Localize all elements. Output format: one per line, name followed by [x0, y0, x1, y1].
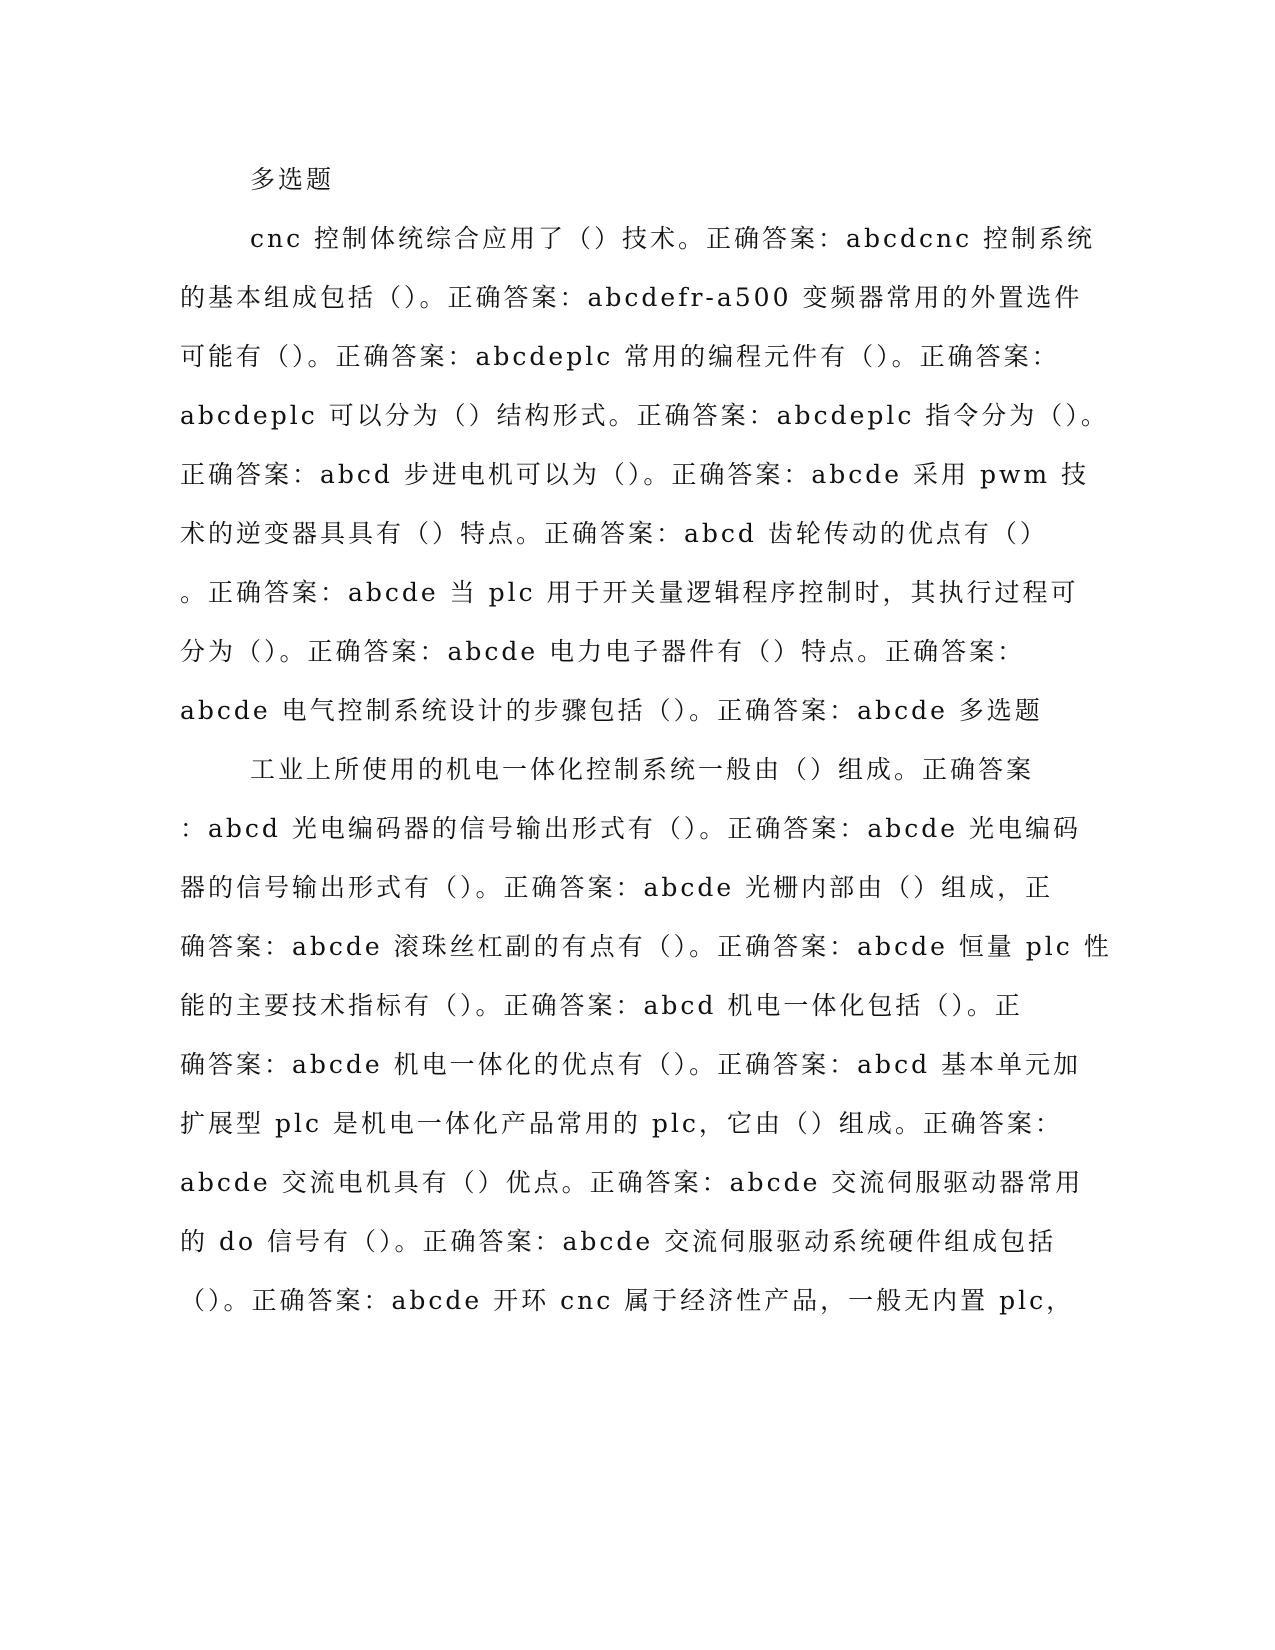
paragraph-line: 扩展型 plc 是机电一体化产品常用的 plc，它由（）组成。正确答案： — [180, 1109, 1063, 1138]
paragraph-line: 能的主要技术指标有（）。正确答案：abcd 机电一体化包括（）。正 — [180, 991, 1023, 1020]
paragraph-line: abcde 交流电机具有（）优点。正确答案：abcde 交流伺服驱动器常用 — [180, 1168, 1084, 1197]
paragraph-line: cnc 控制体统综合应用了（）技术。正确答案：abcdcnc 控制系统 — [250, 224, 1096, 253]
paragraph-line: ：abcd 光电编码器的信号输出形式有（）。正确答案：abcde 光电编码 — [180, 814, 1082, 843]
paragraph-line: 。正确答案：abcde 当 plc 用于开关量逻辑程序控制时，其执行过程可 — [180, 578, 1079, 607]
section-heading: 多选题 — [250, 165, 335, 194]
paragraph-line: 术的逆变器具具有（）特点。正确答案：abcd 齿轮传动的优点有（） — [180, 519, 1048, 548]
paragraph-line: 器的信号输出形式有（）。正确答案：abcde 光栅内部由（）组成，正 — [180, 873, 1054, 902]
paragraph-line: 工业上所使用的机电一体化控制系统一般由（）组成。正确答案 — [250, 755, 1035, 784]
paragraph-line: 的基本组成包括（）。正确答案：abcdefr-a500 变频器常用的外置选件 — [180, 283, 1083, 312]
paragraph-line: 可能有（）。正确答案：abcdeplc 常用的编程元件有（）。正确答案： — [180, 342, 1060, 371]
paragraph-line: 确答案：abcde 滚珠丝杠副的有点有（）。正确答案：abcde 恒量 plc 性 — [180, 932, 1112, 961]
paragraph-line: abcde 电气控制系统设计的步骤包括（）。正确答案：abcde 多选题 — [180, 696, 1043, 725]
paragraph-line: 分为（）。正确答案：abcde 电力电子器件有（）特点。正确答案： — [180, 637, 1026, 666]
paragraph-line: 正确答案：abcd 步进电机可以为（）。正确答案：abcde 采用 pwm 技 — [180, 460, 1090, 489]
paragraph-line: abcdeplc 可以分为（）结构形式。正确答案：abcdeplc 指令分为（）。 — [180, 401, 1109, 430]
paragraph-line: （）。正确答案：abcde 开环 cnc 属于经济性产品，一般无内置 plc， — [180, 1286, 1075, 1315]
paragraph-line: 的 do 信号有（）。正确答案：abcde 交流伺服驱动系统硬件组成包括 — [180, 1227, 1057, 1256]
paragraph-line: 确答案：abcde 机电一体化的优点有（）。正确答案：abcd 基本单元加 — [180, 1050, 1082, 1079]
